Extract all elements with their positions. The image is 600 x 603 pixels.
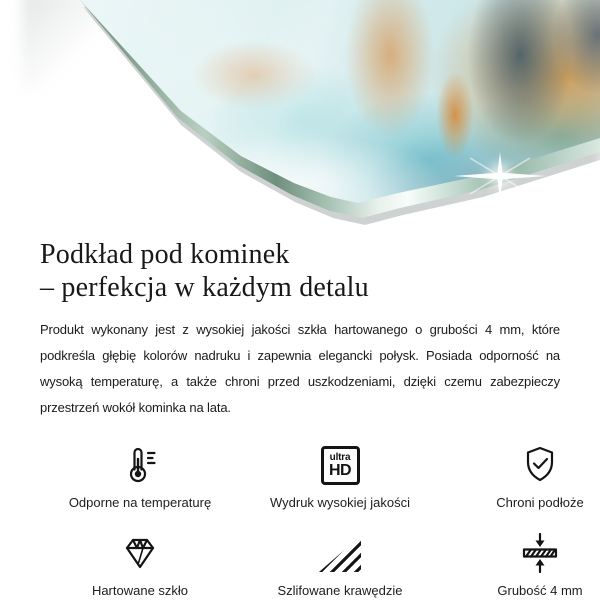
- feature-label: Grubość 4 mm: [497, 583, 583, 598]
- shield-check-icon: [518, 443, 562, 487]
- feature-polished-edges: [277, 531, 402, 603]
- feature-label: Hartowane szkło: [91, 583, 189, 598]
- page-title-line1: Podkład pod kominek: [40, 239, 290, 270]
- page-title: [40, 238, 560, 304]
- product-photo[interactable]: [0, 0, 600, 230]
- diamond-icon: [118, 531, 162, 575]
- feature-label: Odporne na temperaturę: [68, 495, 212, 510]
- thermometer-icon: [118, 443, 162, 487]
- product-description-text: Produkt wykonany jest z wysokiej jakości szkła hartowanego o grubości 4 mm, które podkreśla głębię kolorów nadruku i zapewnia elegancki połysk. Posiada odporność na wysoką temperaturę, a także chroni przed uszkodzeniami, dzięki czemu zabezpieczy przestrzeń wokół kominka na lata.: [40, 322, 560, 415]
- feature-thickness: [497, 531, 582, 603]
- feature-print-quality: [270, 443, 410, 515]
- feature-grid: [40, 443, 584, 603]
- page-title-line2: – perfekcja w każdym detalu: [40, 272, 369, 303]
- sparkle-glint-icon: [452, 148, 548, 206]
- feature-label: Szlifowane krawędzie: [277, 583, 403, 598]
- ultra-hd-icon: ultra HD: [321, 443, 360, 487]
- product-description-section: [0, 238, 600, 603]
- feature-temperature: [69, 443, 211, 515]
- feature-label: Wydruk wysokiej jakości: [269, 495, 411, 510]
- thickness-icon: [518, 531, 562, 575]
- feature-tempered-glass: [92, 531, 188, 603]
- feature-protects-floor: [496, 443, 583, 515]
- polished-edge-icon: [319, 531, 361, 575]
- feature-label: Chroni podłoże: [496, 495, 584, 510]
